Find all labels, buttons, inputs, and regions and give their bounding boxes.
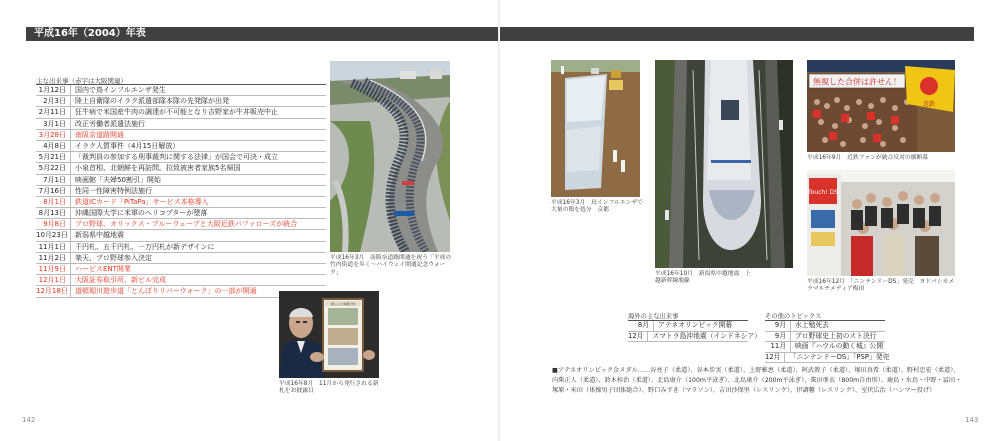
overseas-row-date: 12月 [628, 332, 648, 342]
bird-flu-photo [551, 60, 640, 197]
event-row [36, 208, 326, 219]
highway-walk-caption: 平成16年3月 南阪奈道路開通を祝う「平成の竹内街道を歩く〜ハイウェイ開通記念ウォーク」 [330, 255, 452, 276]
nintendo-ds-caption: 平成16年12月 「ニンテンドーDS」発売 ヨドバシカメラマルチメディア梅田 [807, 279, 955, 293]
topic-row-text: 水上勉死去 [795, 321, 829, 329]
event-row-date: 8月13日 [36, 208, 71, 218]
overseas-row [628, 321, 748, 332]
event-row [36, 253, 326, 264]
page-number-left: 142 [22, 416, 36, 424]
event-row-text: 楽天、プロ野球参入決定 [75, 253, 152, 262]
event-row-date: 11月9日 [36, 264, 71, 274]
event-row-text: 国内で鳥インフルエンザ発生 [75, 86, 166, 94]
event-row [36, 152, 326, 163]
overseas-row-text: スマトラ島沖地震（インドネシア） [652, 331, 761, 340]
event-row-text: 沖縄国際大学に米軍のヘリコプターが墜落 [75, 209, 208, 218]
event-row [36, 230, 326, 241]
topics-table [765, 320, 890, 363]
event-row [36, 119, 326, 130]
topic-row-text: 「ニンテンドーDS」「PSP」発売 [789, 352, 890, 361]
kintetsu-banner-text: 無視した合併は許せん！ [813, 77, 901, 87]
event-row [36, 197, 326, 208]
events-caption: 主な出来事（赤字は大阪関連） [36, 77, 127, 85]
overseas-row-text: アテネオリンピック開幕 [658, 321, 733, 329]
event-row-text: 千円札、五千円札、一万円札が新デザインに [75, 242, 215, 251]
event-row-text: 新潟県中越地震 [75, 231, 124, 240]
events-table [36, 84, 326, 298]
event-row [36, 107, 326, 118]
event-row-date: 7月1日 [36, 175, 71, 185]
topic-row-date: 11月 [765, 342, 791, 352]
topic-row-date: 12月 [765, 353, 785, 363]
overseas-row [628, 331, 761, 343]
banknote-caption: 平成16年8月 11月から発行される新札をお披露目 [279, 381, 379, 395]
event-row [36, 163, 326, 174]
event-row-date: 3月28日 [36, 130, 71, 140]
topic-row [765, 332, 885, 343]
event-row-text: 陸上自衛隊のイラク派遣部隊本隊の先発隊が出発 [75, 97, 229, 106]
kintetsu-fans-photo [807, 60, 955, 152]
event-row [36, 275, 326, 286]
event-row-date: 10月23日 [36, 230, 71, 240]
topic-row-date: 9月 [765, 332, 791, 342]
bird-flu-caption: 平成16年3月 鳥インフルエンザで大量の鶏を処分 京都 [551, 200, 643, 214]
event-row-date: 7月16日 [36, 186, 71, 196]
kintetsu-fans-caption: 平成16年9月 近鉄ファンが統合反対の横断幕 [807, 155, 929, 161]
event-row [36, 175, 326, 186]
event-row-date: 12月18日 [36, 286, 71, 296]
topic-row-date: 9月 [765, 321, 791, 331]
event-row-date: 5月22日 [36, 163, 71, 173]
event-row [36, 264, 326, 275]
year-title: 平成16年（2004）年表 [34, 28, 146, 39]
overseas-table [628, 320, 761, 342]
event-row [36, 219, 326, 230]
event-row-date: 4月8日 [36, 141, 71, 151]
topic-row-text: 映画『ハウルの動く城』公開 [795, 342, 884, 350]
event-row [36, 242, 326, 253]
shinkansen-photo [655, 60, 793, 268]
event-row-date: 3月1日 [36, 119, 71, 129]
event-row-date: 1月12日 [36, 85, 71, 95]
topic-row-text: プロ野球史上初のスト決行 [795, 331, 877, 340]
event-row-text: ハービスENT開業 [75, 265, 131, 273]
event-row [36, 85, 326, 96]
event-row-text: 狂牛病で米国産牛肉の調達が不可能となり吉野家が牛丼販売中止 [75, 108, 278, 117]
event-row-text: プロ野球、オリックス・ブルーウェーブと大阪近鉄バファローズが統合 [75, 220, 298, 229]
event-row-text: 小泉首相、北朝鮮を再訪問。拉致被害者家族5名帰国 [75, 164, 241, 173]
olympic-gold-medalists: ■アテネオリンピック金メダル……谷亮子（柔道）、谷本歩実（柔道）、上野雅恵（柔道）、阿武教子（柔道）、塚田真希（柔道）、野村忠宏（柔道）、内柴正人（柔道）、鈴木桂治（柔道）、北島康介（100m平泳ぎ）、北島康介（200m平泳ぎ）、柴田亜衣（800m自由形）、鹿島・水鳥・中野・冨田・塚原・米田（体操男子団体総合）、野口みずき（マラソン）、吉田沙保里（レスリング）、伊調馨（レスリング）、室伏広治（ハンマー投げ） [552, 367, 962, 394]
event-row-text: イラク人質事件（4月15日解放） [75, 141, 180, 150]
event-row-text: 鉄道ICカード「PiTaPa」サービス本格導入 [75, 197, 209, 206]
event-row [36, 186, 326, 197]
event-row-date: 11月1日 [36, 242, 71, 252]
topic-row [765, 321, 885, 332]
event-row-date: 5月21日 [36, 152, 71, 162]
event-row-text: 性同一性障害特例法施行 [75, 186, 152, 195]
topics-caption: その他のトピックス [765, 313, 822, 320]
shinkansen-caption: 平成16年10月 新潟県中越地震 上越新幹線脱線 [655, 271, 751, 285]
event-row [36, 130, 326, 141]
event-row-text: 「裁判員の参加する刑事裁判に関する法律」が国会で可決・成立 [75, 153, 278, 162]
topic-row [765, 352, 890, 364]
year-title-bar [26, 27, 500, 41]
event-row-text: 映画館「夫婦50割引」開始 [75, 175, 161, 184]
year-title-bar-continuation [500, 27, 974, 41]
right-page [500, 0, 1000, 441]
event-row-date: 9月8日 [36, 219, 71, 229]
nintendo-ds-photo [807, 170, 955, 276]
highway-walk-photo [330, 61, 450, 252]
event-row [36, 96, 326, 107]
banknote-sign-text: 新しい日本銀行券 [330, 302, 356, 306]
event-row-date: 12月1日 [36, 275, 71, 285]
event-row-text: 改正労働者派遣法施行 [75, 119, 145, 128]
topic-row [765, 342, 885, 353]
ds-sign-text: Touch! DS [808, 189, 838, 196]
event-row-date: 2月11日 [36, 107, 71, 117]
event-row [36, 141, 326, 152]
page-number-right: 143 [965, 416, 979, 424]
event-row-date: 8月1日 [36, 197, 71, 207]
event-row-text: 道頓堀川遊歩道「とんぼりリバーウォーク」の一部が開通 [75, 287, 257, 296]
kintetsu-flag-text: 近鉄 [922, 101, 936, 108]
event-row-date: 11月2日 [36, 253, 71, 263]
overseas-row-date: 8月 [628, 321, 654, 331]
event-row-date: 2月3日 [36, 96, 71, 106]
event-row-text: 南阪奈道路開通 [75, 130, 124, 139]
banknote-photo [279, 291, 379, 378]
event-row-text: 大阪証券取引所、新ビル完成 [75, 276, 166, 285]
overseas-caption: 海外の主な出来事 [628, 313, 679, 320]
